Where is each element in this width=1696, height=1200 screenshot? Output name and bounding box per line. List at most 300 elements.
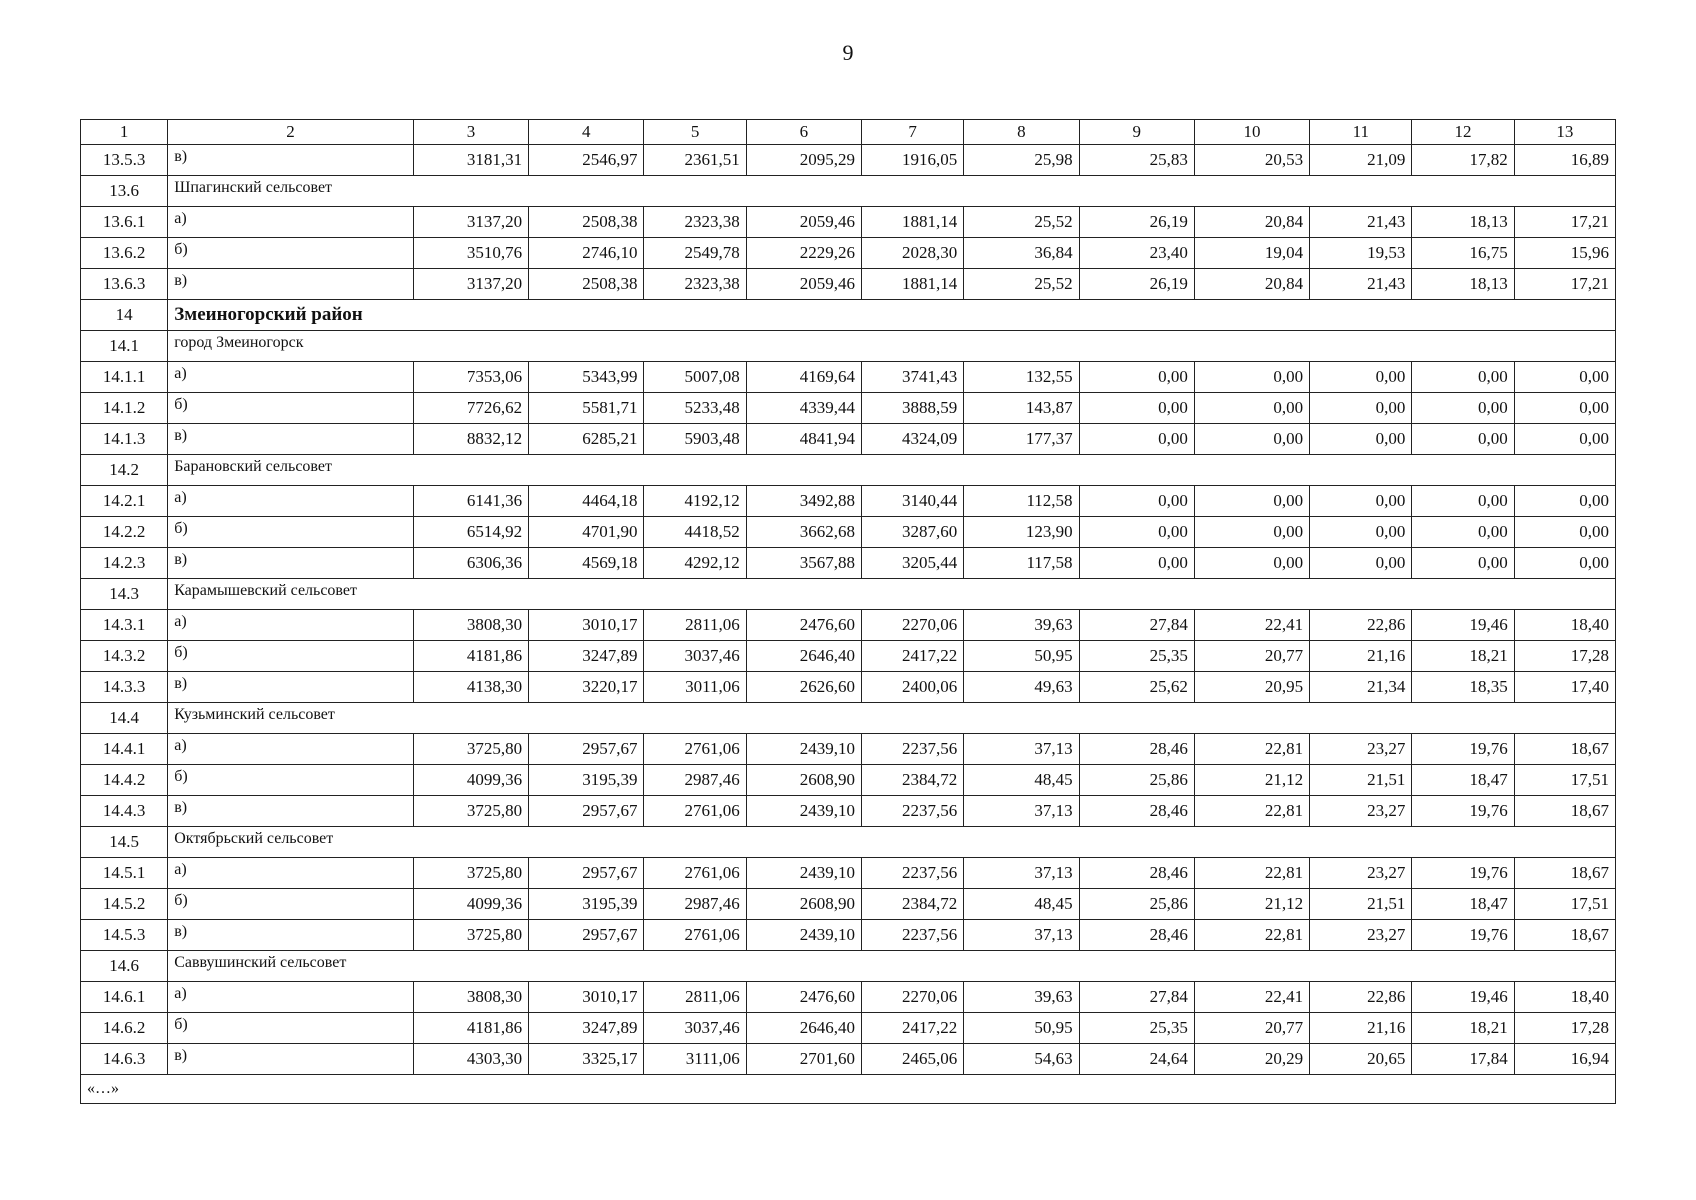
value-cell: 5903,48: [644, 424, 746, 455]
value-cell: 3010,17: [529, 982, 644, 1013]
value-cell: 21,34: [1310, 672, 1412, 703]
value-cell: 27,84: [1079, 982, 1194, 1013]
value-cell: 25,83: [1079, 145, 1194, 176]
value-cell: 2465,06: [862, 1044, 964, 1075]
row-label: б): [168, 393, 414, 424]
row-label: б): [168, 1013, 414, 1044]
value-cell: 5343,99: [529, 362, 644, 393]
value-cell: 25,86: [1079, 765, 1194, 796]
value-cell: 22,81: [1194, 920, 1309, 951]
row-number: 14.2: [81, 455, 168, 486]
value-cell: 2508,38: [529, 207, 644, 238]
table-row: [81, 889, 1616, 920]
row-label: б): [168, 889, 414, 920]
value-cell: 17,84: [1412, 1044, 1514, 1075]
value-cell: 18,40: [1514, 982, 1615, 1013]
value-cell: 21,43: [1310, 269, 1412, 300]
value-cell: 6141,36: [413, 486, 528, 517]
value-cell: 177,37: [964, 424, 1079, 455]
value-cell: 2761,06: [644, 796, 746, 827]
value-cell: 19,76: [1412, 920, 1514, 951]
value-cell: 6514,92: [413, 517, 528, 548]
value-cell: 2761,06: [644, 734, 746, 765]
table-row: [81, 641, 1616, 672]
value-cell: 17,82: [1412, 145, 1514, 176]
row-label: б): [168, 641, 414, 672]
value-cell: 2237,56: [862, 796, 964, 827]
column-header: 6: [746, 120, 861, 145]
value-cell: 28,46: [1079, 920, 1194, 951]
row-number: 14.4.3: [81, 796, 168, 827]
row-number: 14.5.3: [81, 920, 168, 951]
value-cell: 0,00: [1079, 424, 1194, 455]
value-cell: 22,86: [1310, 610, 1412, 641]
value-cell: 23,27: [1310, 920, 1412, 951]
value-cell: 2323,38: [644, 207, 746, 238]
value-cell: 0,00: [1514, 393, 1615, 424]
row-number: 14.1.2: [81, 393, 168, 424]
value-cell: 2957,67: [529, 734, 644, 765]
value-cell: 19,76: [1412, 734, 1514, 765]
section-title: Шпагинский сельсовет: [168, 176, 1616, 207]
value-cell: 39,63: [964, 610, 1079, 641]
row-number: 14.3.2: [81, 641, 168, 672]
value-cell: 2270,06: [862, 982, 964, 1013]
value-cell: 49,63: [964, 672, 1079, 703]
value-cell: 0,00: [1194, 393, 1309, 424]
value-cell: 5581,71: [529, 393, 644, 424]
row-number: 13.6.1: [81, 207, 168, 238]
row-number: 14.3.1: [81, 610, 168, 641]
value-cell: 0,00: [1514, 548, 1615, 579]
value-cell: 3205,44: [862, 548, 964, 579]
row-number: 14.3.3: [81, 672, 168, 703]
value-cell: 19,46: [1412, 610, 1514, 641]
value-cell: 20,29: [1194, 1044, 1309, 1075]
value-cell: 24,64: [1079, 1044, 1194, 1075]
value-cell: 3808,30: [413, 610, 528, 641]
value-cell: 2059,46: [746, 269, 861, 300]
value-cell: 18,21: [1412, 1013, 1514, 1044]
value-cell: 0,00: [1310, 486, 1412, 517]
section-row: [81, 455, 1616, 486]
value-cell: 4292,12: [644, 548, 746, 579]
value-cell: 22,86: [1310, 982, 1412, 1013]
row-number: 14.2.1: [81, 486, 168, 517]
value-cell: 19,04: [1194, 238, 1309, 269]
section-title: Барановский сельсовет: [168, 455, 1616, 486]
value-cell: 4841,94: [746, 424, 861, 455]
row-label: б): [168, 765, 414, 796]
district-title: Змеиногорский район: [168, 300, 1616, 331]
table-row: [81, 362, 1616, 393]
value-cell: 2508,38: [529, 269, 644, 300]
value-cell: 25,98: [964, 145, 1079, 176]
value-cell: 16,75: [1412, 238, 1514, 269]
row-label: а): [168, 858, 414, 889]
value-cell: 5007,08: [644, 362, 746, 393]
value-cell: 27,84: [1079, 610, 1194, 641]
row-number: 14.1.1: [81, 362, 168, 393]
value-cell: 37,13: [964, 734, 1079, 765]
value-cell: 2476,60: [746, 982, 861, 1013]
value-cell: 18,35: [1412, 672, 1514, 703]
page-number: 9: [842, 40, 854, 65]
value-cell: 21,09: [1310, 145, 1412, 176]
value-cell: 22,81: [1194, 734, 1309, 765]
row-number: 14.5: [81, 827, 168, 858]
section-row: [81, 951, 1616, 982]
row-number: 14.4.1: [81, 734, 168, 765]
value-cell: 37,13: [964, 796, 1079, 827]
value-cell: 50,95: [964, 1013, 1079, 1044]
value-cell: 0,00: [1412, 548, 1514, 579]
value-cell: 18,47: [1412, 889, 1514, 920]
section-row: [81, 579, 1616, 610]
value-cell: 2439,10: [746, 920, 861, 951]
value-cell: 3888,59: [862, 393, 964, 424]
section-row: [81, 827, 1616, 858]
value-cell: 3492,88: [746, 486, 861, 517]
value-cell: 1881,14: [862, 269, 964, 300]
section-title: Октябрьский сельсовет: [168, 827, 1616, 858]
value-cell: 7726,62: [413, 393, 528, 424]
value-cell: 23,40: [1079, 238, 1194, 269]
continuation-row: [81, 1075, 1616, 1104]
table-row: [81, 610, 1616, 641]
value-cell: 3325,17: [529, 1044, 644, 1075]
section-row: [81, 331, 1616, 362]
value-cell: 143,87: [964, 393, 1079, 424]
continuation-marker: «…»: [81, 1075, 1616, 1104]
table-row: [81, 1044, 1616, 1075]
value-cell: 4464,18: [529, 486, 644, 517]
value-cell: 20,53: [1194, 145, 1309, 176]
value-cell: 25,86: [1079, 889, 1194, 920]
table-row: [81, 238, 1616, 269]
value-cell: 3567,88: [746, 548, 861, 579]
value-cell: 0,00: [1079, 486, 1194, 517]
value-cell: 2811,06: [644, 610, 746, 641]
value-cell: 123,90: [964, 517, 1079, 548]
value-cell: 22,81: [1194, 796, 1309, 827]
section-title: Саввушинский сельсовет: [168, 951, 1616, 982]
district-row: [81, 300, 1616, 331]
value-cell: 4181,86: [413, 641, 528, 672]
value-cell: 0,00: [1412, 424, 1514, 455]
value-cell: 4192,12: [644, 486, 746, 517]
value-cell: 18,67: [1514, 920, 1615, 951]
value-cell: 17,51: [1514, 765, 1615, 796]
row-label: в): [168, 796, 414, 827]
value-cell: 4569,18: [529, 548, 644, 579]
value-cell: 4701,90: [529, 517, 644, 548]
value-cell: 3037,46: [644, 1013, 746, 1044]
value-cell: 0,00: [1194, 424, 1309, 455]
value-cell: 21,16: [1310, 1013, 1412, 1044]
value-cell: 20,65: [1310, 1044, 1412, 1075]
value-cell: 20,84: [1194, 269, 1309, 300]
header-row: [81, 120, 1616, 145]
row-label: в): [168, 548, 414, 579]
value-cell: 0,00: [1412, 517, 1514, 548]
row-number: 14.6: [81, 951, 168, 982]
value-cell: 3741,43: [862, 362, 964, 393]
value-cell: 21,43: [1310, 207, 1412, 238]
value-cell: 23,27: [1310, 734, 1412, 765]
row-number: 14.3: [81, 579, 168, 610]
value-cell: 0,00: [1514, 517, 1615, 548]
value-cell: 39,63: [964, 982, 1079, 1013]
row-number: 13.5.3: [81, 145, 168, 176]
value-cell: 25,35: [1079, 641, 1194, 672]
value-cell: 2549,78: [644, 238, 746, 269]
value-cell: 28,46: [1079, 796, 1194, 827]
value-cell: 18,67: [1514, 796, 1615, 827]
value-cell: 16,94: [1514, 1044, 1615, 1075]
section-title: Карамышевский сельсовет: [168, 579, 1616, 610]
value-cell: 2384,72: [862, 889, 964, 920]
value-cell: 17,28: [1514, 641, 1615, 672]
value-cell: 2400,06: [862, 672, 964, 703]
value-cell: 0,00: [1310, 548, 1412, 579]
table-row: [81, 517, 1616, 548]
section-row: [81, 703, 1616, 734]
value-cell: 20,77: [1194, 641, 1309, 672]
value-cell: 2476,60: [746, 610, 861, 641]
row-label: а): [168, 734, 414, 765]
value-cell: 6306,36: [413, 548, 528, 579]
value-cell: 20,95: [1194, 672, 1309, 703]
value-cell: 2439,10: [746, 796, 861, 827]
value-cell: 25,52: [964, 207, 1079, 238]
row-label: а): [168, 362, 414, 393]
column-header: 1: [81, 120, 168, 145]
value-cell: 28,46: [1079, 734, 1194, 765]
value-cell: 1881,14: [862, 207, 964, 238]
row-label: в): [168, 672, 414, 703]
value-cell: 15,96: [1514, 238, 1615, 269]
row-label: б): [168, 238, 414, 269]
value-cell: 37,13: [964, 858, 1079, 889]
value-cell: 17,21: [1514, 269, 1615, 300]
row-label: в): [168, 920, 414, 951]
column-header: 8: [964, 120, 1079, 145]
value-cell: 3011,06: [644, 672, 746, 703]
value-cell: 2987,46: [644, 889, 746, 920]
value-cell: 0,00: [1412, 486, 1514, 517]
row-number: 14.1.3: [81, 424, 168, 455]
column-header: 2: [168, 120, 414, 145]
value-cell: 17,28: [1514, 1013, 1615, 1044]
value-cell: 2608,90: [746, 889, 861, 920]
value-cell: 2361,51: [644, 145, 746, 176]
value-cell: 18,47: [1412, 765, 1514, 796]
value-cell: 22,41: [1194, 982, 1309, 1013]
row-label: в): [168, 1044, 414, 1075]
table-row: [81, 982, 1616, 1013]
value-cell: 37,13: [964, 920, 1079, 951]
value-cell: 22,81: [1194, 858, 1309, 889]
row-label: а): [168, 207, 414, 238]
value-cell: 2059,46: [746, 207, 861, 238]
value-cell: 4303,30: [413, 1044, 528, 1075]
table-row: [81, 486, 1616, 517]
row-number: 13.6: [81, 176, 168, 207]
row-label: а): [168, 610, 414, 641]
column-header: 11: [1310, 120, 1412, 145]
value-cell: 8832,12: [413, 424, 528, 455]
value-cell: 48,45: [964, 765, 1079, 796]
tariff-table: [80, 119, 1616, 1104]
value-cell: 18,13: [1412, 269, 1514, 300]
table-header: [81, 120, 1616, 145]
table-row: [81, 548, 1616, 579]
value-cell: 18,67: [1514, 734, 1615, 765]
value-cell: 0,00: [1194, 486, 1309, 517]
value-cell: 18,40: [1514, 610, 1615, 641]
value-cell: 4418,52: [644, 517, 746, 548]
value-cell: 0,00: [1514, 486, 1615, 517]
value-cell: 3111,06: [644, 1044, 746, 1075]
value-cell: 18,67: [1514, 858, 1615, 889]
value-cell: 112,58: [964, 486, 1079, 517]
value-cell: 28,46: [1079, 858, 1194, 889]
value-cell: 5233,48: [644, 393, 746, 424]
value-cell: 3220,17: [529, 672, 644, 703]
value-cell: 20,84: [1194, 207, 1309, 238]
value-cell: 26,19: [1079, 207, 1194, 238]
value-cell: 0,00: [1310, 517, 1412, 548]
column-header: 10: [1194, 120, 1309, 145]
table-row: [81, 920, 1616, 951]
table-row: [81, 858, 1616, 889]
value-cell: 2237,56: [862, 920, 964, 951]
value-cell: 2646,40: [746, 641, 861, 672]
value-cell: 48,45: [964, 889, 1079, 920]
row-number: 14.6.1: [81, 982, 168, 1013]
value-cell: 3247,89: [529, 641, 644, 672]
value-cell: 0,00: [1194, 362, 1309, 393]
value-cell: 2417,22: [862, 641, 964, 672]
value-cell: 4169,64: [746, 362, 861, 393]
section-title: Кузьминский сельсовет: [168, 703, 1616, 734]
value-cell: 2439,10: [746, 734, 861, 765]
value-cell: 0,00: [1194, 548, 1309, 579]
value-cell: 2957,67: [529, 858, 644, 889]
table-row: [81, 734, 1616, 765]
value-cell: 0,00: [1310, 393, 1412, 424]
value-cell: 21,51: [1310, 765, 1412, 796]
value-cell: 0,00: [1310, 424, 1412, 455]
value-cell: 18,13: [1412, 207, 1514, 238]
value-cell: 2608,90: [746, 765, 861, 796]
value-cell: 3510,76: [413, 238, 528, 269]
table-row: [81, 393, 1616, 424]
value-cell: 0,00: [1514, 424, 1615, 455]
value-cell: 36,84: [964, 238, 1079, 269]
table-row: [81, 765, 1616, 796]
column-header: 7: [862, 120, 964, 145]
value-cell: 2384,72: [862, 765, 964, 796]
value-cell: 0,00: [1194, 517, 1309, 548]
row-label: в): [168, 145, 414, 176]
value-cell: 1916,05: [862, 145, 964, 176]
value-cell: 22,41: [1194, 610, 1309, 641]
value-cell: 2028,30: [862, 238, 964, 269]
value-cell: 2761,06: [644, 858, 746, 889]
value-cell: 0,00: [1310, 362, 1412, 393]
value-cell: 132,55: [964, 362, 1079, 393]
value-cell: 25,52: [964, 269, 1079, 300]
row-number: 14.5.1: [81, 858, 168, 889]
value-cell: 3247,89: [529, 1013, 644, 1044]
value-cell: 3181,31: [413, 145, 528, 176]
row-label: в): [168, 424, 414, 455]
value-cell: 2270,06: [862, 610, 964, 641]
value-cell: 2646,40: [746, 1013, 861, 1044]
value-cell: 3725,80: [413, 858, 528, 889]
section-row: [81, 176, 1616, 207]
row-number: 13.6.2: [81, 238, 168, 269]
row-number: 14.1: [81, 331, 168, 362]
row-number: 13.6.3: [81, 269, 168, 300]
column-header: 13: [1514, 120, 1615, 145]
value-cell: 2546,97: [529, 145, 644, 176]
row-number: 14.2.2: [81, 517, 168, 548]
value-cell: 3808,30: [413, 982, 528, 1013]
row-number: 14.4: [81, 703, 168, 734]
value-cell: 4181,86: [413, 1013, 528, 1044]
row-number: 14: [81, 300, 168, 331]
value-cell: 0,00: [1079, 362, 1194, 393]
value-cell: 25,35: [1079, 1013, 1194, 1044]
value-cell: 3137,20: [413, 269, 528, 300]
value-cell: 3287,60: [862, 517, 964, 548]
row-number: 14.2.3: [81, 548, 168, 579]
value-cell: 6285,21: [529, 424, 644, 455]
value-cell: 2237,56: [862, 858, 964, 889]
column-header: 3: [413, 120, 528, 145]
value-cell: 4324,09: [862, 424, 964, 455]
column-header: 12: [1412, 120, 1514, 145]
row-number: 14.5.2: [81, 889, 168, 920]
value-cell: 19,46: [1412, 982, 1514, 1013]
value-cell: 0,00: [1412, 362, 1514, 393]
value-cell: 21,16: [1310, 641, 1412, 672]
value-cell: 2237,56: [862, 734, 964, 765]
value-cell: 2746,10: [529, 238, 644, 269]
value-cell: 2229,26: [746, 238, 861, 269]
value-cell: 21,12: [1194, 889, 1309, 920]
value-cell: 3010,17: [529, 610, 644, 641]
value-cell: 2761,06: [644, 920, 746, 951]
value-cell: 0,00: [1079, 548, 1194, 579]
value-cell: 3137,20: [413, 207, 528, 238]
value-cell: 26,19: [1079, 269, 1194, 300]
value-cell: 3140,44: [862, 486, 964, 517]
value-cell: 3037,46: [644, 641, 746, 672]
value-cell: 16,89: [1514, 145, 1615, 176]
value-cell: 3195,39: [529, 765, 644, 796]
value-cell: 3725,80: [413, 920, 528, 951]
value-cell: 4099,36: [413, 889, 528, 920]
value-cell: 18,21: [1412, 641, 1514, 672]
value-cell: 54,63: [964, 1044, 1079, 1075]
row-number: 14.4.2: [81, 765, 168, 796]
column-header: 5: [644, 120, 746, 145]
value-cell: 2701,60: [746, 1044, 861, 1075]
